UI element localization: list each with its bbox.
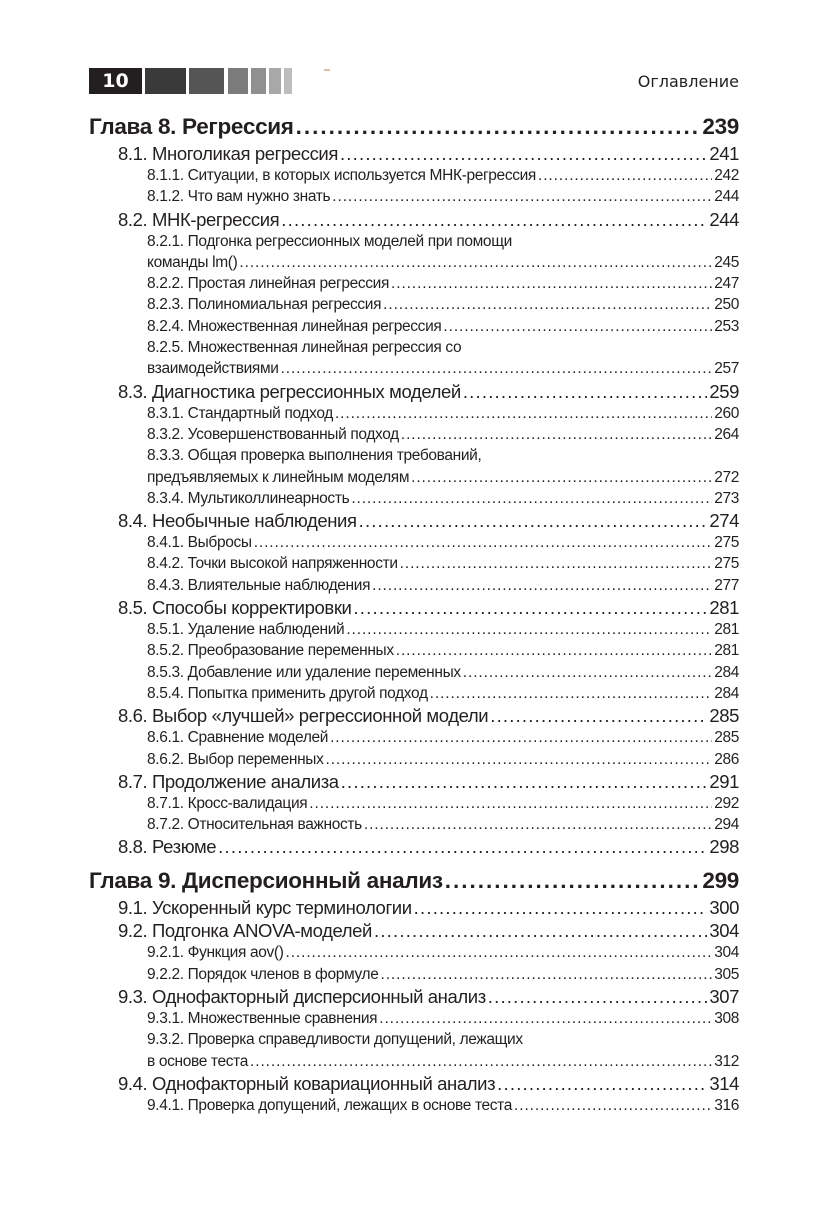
- toc-chapter-page: 299: [702, 868, 739, 894]
- dot-leader: [488, 985, 708, 1008]
- dot-leader: [372, 575, 712, 596]
- toc-subsection[interactable]: [89, 467, 739, 488]
- dot-leader: [239, 252, 712, 273]
- toc-subsection-title: 8.2.3. Полиномиальная регрессия: [147, 296, 382, 314]
- toc-subsection-title: 9.2.2. Порядок членов в формуле: [147, 965, 379, 983]
- toc-subsection[interactable]: [89, 640, 739, 661]
- toc-subsection[interactable]: [89, 1008, 739, 1029]
- header-bar-segment: [145, 68, 186, 94]
- toc-subsection-title: 8.5.2. Преобразование переменных: [147, 642, 394, 660]
- toc-subsection[interactable]: [89, 942, 739, 963]
- toc-subsection-page: 286: [714, 750, 739, 768]
- toc-subsection-page: 250: [714, 296, 739, 314]
- toc-section[interactable]: [89, 596, 739, 619]
- toc-subsection-page: 275: [714, 534, 739, 552]
- toc-subsection[interactable]: [89, 553, 739, 574]
- toc-section-title: 8.7. Продолжение анализа: [118, 770, 339, 792]
- toc-subsection[interactable]: [89, 749, 739, 770]
- toc-subsection-page: 253: [714, 317, 739, 335]
- page-number-badge: 10: [89, 68, 142, 94]
- toc-subsection-page: 277: [714, 576, 739, 594]
- toc-subsection-title: 8.3.1. Стандартный подход: [147, 404, 333, 422]
- toc-subsection-page: 316: [714, 1096, 739, 1114]
- dot-leader: [379, 1008, 712, 1029]
- toc-section-page: 300: [709, 897, 739, 919]
- toc-subsection-page: 284: [714, 663, 739, 681]
- dot-leader: [364, 814, 712, 835]
- toc-section-page: 281: [709, 597, 739, 619]
- toc-subsection-title-line: 8.2.1. Подгонка регрессионных моделей при помощи: [147, 232, 512, 250]
- toc-subsection[interactable]: [89, 619, 739, 640]
- dot-leader: [359, 509, 708, 532]
- toc-subsection[interactable]: [89, 252, 739, 273]
- toc-subsection[interactable]: [89, 273, 739, 294]
- dot-leader: [332, 186, 712, 207]
- toc-subsection-title: команды lm(): [147, 253, 238, 271]
- dot-leader: [330, 727, 712, 748]
- toc-subsection-title: 9.3.1. Множественные сравнения: [147, 1010, 378, 1028]
- dot-leader: [396, 640, 712, 661]
- toc-subsection[interactable]: [89, 316, 739, 337]
- dot-leader: [383, 294, 712, 315]
- toc-section-page: 259: [709, 380, 739, 402]
- toc-subsection-title-line: 9.3.2. Проверка справедливости допущений, лежащих: [147, 1031, 523, 1049]
- toc-section-title: 8.8. Резюме: [118, 836, 217, 858]
- dot-leader: [391, 273, 712, 294]
- dot-leader: [400, 553, 713, 574]
- toc-subsection[interactable]: [89, 683, 739, 704]
- toc-section-page: 307: [709, 986, 739, 1008]
- toc-subsection[interactable]: [89, 294, 739, 315]
- header-bar-segment: [284, 68, 292, 94]
- toc-subsection-title: 9.4.1. Проверка допущений, лежащих в основе теста: [147, 1096, 513, 1114]
- toc-section[interactable]: [89, 770, 739, 793]
- toc-subsection[interactable]: [89, 575, 739, 596]
- toc-subsection-page: 245: [714, 253, 739, 271]
- toc-subsection-title: взаимодействиями: [147, 360, 279, 378]
- toc-subsection-page: 247: [714, 275, 739, 293]
- toc-subsection-page: 273: [714, 489, 739, 507]
- toc-subsection-title: в основе теста: [147, 1052, 249, 1070]
- toc-subsection-page: 281: [714, 621, 739, 639]
- toc-subsection-page: 244: [714, 188, 739, 206]
- toc-subsection-page: 242: [714, 167, 739, 184]
- toc-subsection-title: 9.2.1. Функция aov(): [147, 944, 284, 962]
- toc-subsection-page: 281: [714, 642, 739, 660]
- toc-chapter[interactable]: [89, 112, 739, 142]
- toc-subsection-title: 8.7.2. Относительная важность: [147, 816, 362, 834]
- toc-subsection-title: 8.1.1. Ситуации, в которых используется МНК-регрессия: [147, 167, 536, 184]
- toc-subsection-title: 8.4.3. Влиятельные наблюдения: [147, 576, 371, 594]
- dot-leader: [445, 866, 701, 896]
- dot-leader: [309, 793, 712, 814]
- toc-subsection-title: 8.7.1. Кросс-валидация: [147, 794, 308, 812]
- dot-leader: [351, 488, 712, 509]
- dot-leader: [374, 919, 707, 942]
- toc-subsection-page: 260: [714, 404, 739, 422]
- toc-subsection[interactable]: [89, 793, 739, 814]
- toc-subsection-title-line: 8.3.3. Общая проверка выполнения требований,: [147, 447, 482, 465]
- dot-leader: [335, 403, 712, 424]
- toc-section-page: 241: [709, 143, 739, 164]
- toc-section[interactable]: [89, 509, 739, 532]
- dot-leader: [296, 112, 701, 142]
- toc-subsection-page: 304: [714, 944, 739, 962]
- dot-leader: [341, 770, 708, 793]
- toc-subsection-title: 8.3.2. Усовершенствованный подход: [147, 425, 399, 443]
- dot-leader: [286, 942, 713, 963]
- toc-section-title: 8.6. Выбор «лучшей» регрессионной модели: [118, 705, 489, 727]
- toc-subsection[interactable]: [89, 186, 739, 207]
- toc-subsection-title: 8.5.3. Добавление или удаление переменных: [147, 663, 461, 681]
- dot-leader: [340, 142, 707, 165]
- toc-subsection-page: 284: [714, 684, 739, 702]
- toc-chapter[interactable]: [89, 866, 739, 896]
- toc-subsection-page: 292: [714, 794, 739, 812]
- toc-section-title: 9.2. Подгонка ANOVA-моделей: [118, 920, 372, 942]
- dot-leader: [346, 619, 712, 640]
- toc-subsection-title: предъявляемых к линейным моделям: [147, 468, 410, 486]
- dot-leader: [401, 424, 712, 445]
- toc-subsection[interactable]: [89, 1051, 739, 1072]
- toc-subsection-page: 294: [714, 816, 739, 834]
- toc-subsection[interactable]: [89, 424, 739, 445]
- toc-section-title: 8.1. Многоликая регрессия: [118, 143, 338, 164]
- chapter-spacer: [89, 858, 739, 866]
- dot-leader: [490, 704, 707, 727]
- toc-section-title: 8.5. Способы корректировки: [118, 597, 352, 619]
- dot-leader: [463, 662, 712, 683]
- toc-subsection[interactable]: [89, 964, 739, 985]
- toc-section-title: 8.3. Диагностика регрессионных моделей: [118, 380, 461, 402]
- toc-section-page: 314: [709, 1072, 739, 1094]
- toc-section-title: 9.4. Однофакторный ковариационный анализ: [118, 1072, 496, 1094]
- toc-section-page: 291: [709, 770, 739, 792]
- toc-subsection[interactable]: [89, 814, 739, 835]
- toc-section[interactable]: [89, 380, 739, 403]
- toc-subsection-page: 275: [714, 555, 739, 573]
- toc-section-page: 304: [709, 920, 739, 942]
- toc-subsection-title: 8.6.2. Выбор переменных: [147, 750, 324, 768]
- toc-subsection-title: 8.5.4. Попытка применить другой подход: [147, 684, 428, 702]
- toc-subsection[interactable]: [89, 532, 739, 553]
- toc-section-title: 9.3. Однофакторный дисперсионный анализ: [118, 986, 486, 1008]
- header-bar-segment: [269, 68, 281, 94]
- dot-leader: [514, 1095, 712, 1116]
- toc-subsection[interactable]: [89, 1095, 739, 1116]
- toc-subsection-page: 308: [714, 1010, 739, 1028]
- toc-section[interactable]: [89, 919, 739, 942]
- toc-chapter-title: Глава 8. Регрессия: [89, 114, 294, 139]
- toc-subsection-title: 8.2.4. Множественная линейная регрессия: [147, 317, 442, 335]
- toc-section-title: 9.1. Ускоренный курс терминологии: [118, 897, 412, 919]
- toc-section-page: 244: [709, 208, 739, 230]
- header-mark: [324, 69, 330, 71]
- toc-subsection-page: 272: [714, 468, 739, 486]
- toc-section[interactable]: [89, 985, 739, 1008]
- dot-leader: [463, 380, 708, 403]
- toc-section[interactable]: [89, 142, 739, 165]
- toc-section-title: 8.4. Необычные наблюдения: [118, 510, 357, 532]
- toc-chapter-title: Глава 9. Дисперсионный анализ: [89, 868, 443, 894]
- toc-section-page: 274: [709, 510, 739, 532]
- header-bar-segment: [251, 68, 266, 94]
- dot-leader: [443, 316, 712, 337]
- dot-leader: [381, 964, 713, 985]
- toc-section[interactable]: [89, 896, 739, 919]
- toc-subsection-title: 8.4.1. Выбросы: [147, 534, 252, 552]
- dot-leader: [254, 532, 713, 553]
- table-of-contents: [89, 112, 739, 1116]
- toc-subsection[interactable]: [89, 488, 739, 509]
- toc-subsection-title-line: 8.2.5. Множественная линейная регрессия со: [147, 339, 462, 357]
- dot-leader: [414, 896, 708, 919]
- dot-leader: [218, 835, 707, 858]
- toc-subsection-page: 305: [714, 965, 739, 983]
- toc-section-page: 298: [709, 836, 739, 858]
- toc-section-page: 285: [709, 705, 739, 727]
- dot-leader: [430, 683, 713, 704]
- toc-subsection[interactable]: [89, 403, 739, 424]
- dot-leader: [538, 165, 712, 186]
- dot-leader: [497, 1072, 707, 1095]
- running-title: Оглавление: [637, 72, 739, 91]
- dot-leader: [281, 208, 707, 231]
- dot-leader: [281, 358, 713, 379]
- toc-subsection[interactable]: [89, 727, 739, 748]
- toc-subsection[interactable]: [89, 358, 739, 379]
- header-bar-segment: [189, 68, 224, 94]
- toc-section[interactable]: [89, 704, 739, 727]
- dot-leader: [250, 1051, 712, 1072]
- toc-subsection-title: 8.1.2. Что вам нужно знать: [147, 188, 331, 206]
- toc-subsection-page: 257: [714, 360, 739, 378]
- toc-section[interactable]: [89, 208, 739, 231]
- toc-subsection-title: 8.5.1. Удаление наблюдений: [147, 621, 345, 639]
- toc-subsection-page: 312: [714, 1052, 739, 1070]
- dot-leader: [325, 749, 712, 770]
- dot-leader: [411, 467, 712, 488]
- dot-leader: [353, 596, 707, 619]
- toc-subsection-title: 8.4.2. Точки высокой напряженности: [147, 555, 398, 573]
- toc-subsection-page: 264: [714, 425, 739, 443]
- toc-section[interactable]: [89, 1072, 739, 1095]
- toc-subsection-page: 285: [714, 729, 739, 747]
- toc-subsection-title: 8.2.2. Простая линейная регрессия: [147, 275, 390, 293]
- toc-chapter-page: 239: [702, 114, 739, 139]
- toc-section[interactable]: [89, 835, 739, 858]
- toc-subsection-title: 8.3.4. Мультиколлинеарность: [147, 489, 350, 507]
- toc-section-title: 8.2. МНК-регрессия: [118, 208, 280, 230]
- toc-subsection-title: 8.6.1. Сравнение моделей: [147, 729, 329, 747]
- header-bar-segment: [228, 68, 248, 94]
- toc-subsection[interactable]: [89, 165, 739, 186]
- toc-subsection[interactable]: [89, 662, 739, 683]
